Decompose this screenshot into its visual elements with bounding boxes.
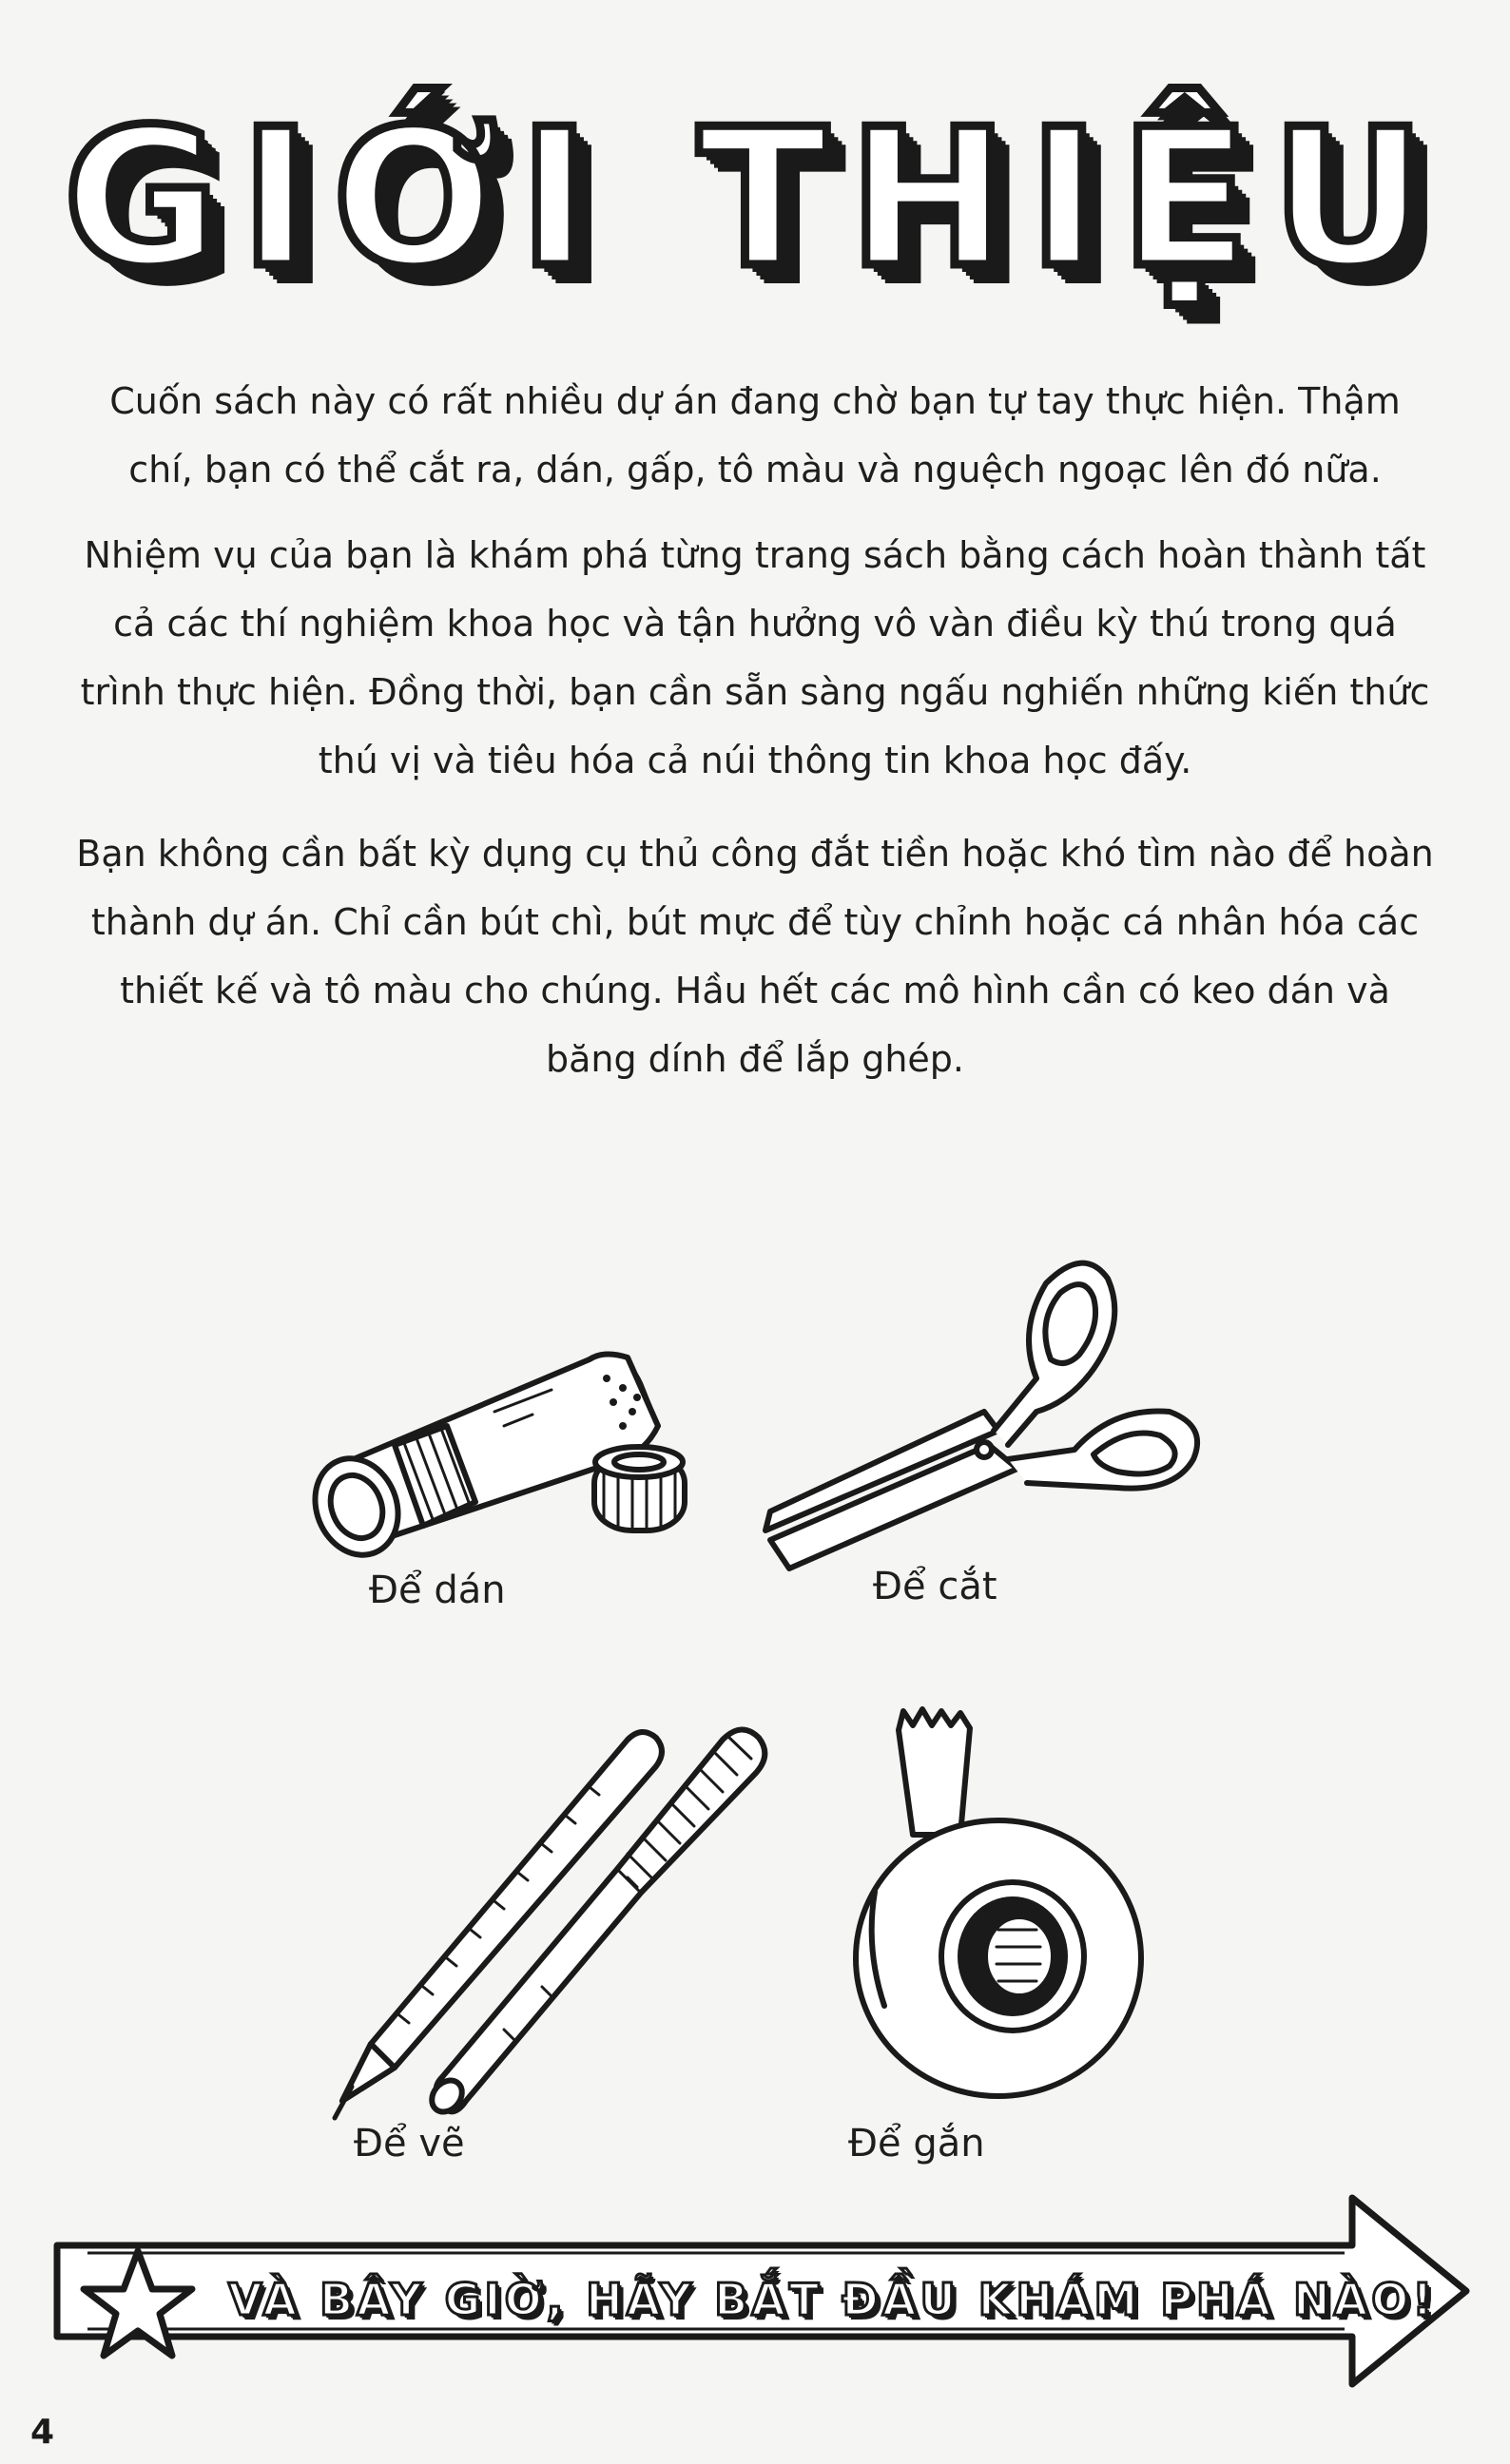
glue-stick-icon <box>304 1321 704 1569</box>
page-number: 4 <box>30 2413 55 2452</box>
glue-caption: Để dán <box>369 1569 506 1612</box>
tape-caption: Để gắn <box>848 2122 985 2166</box>
intro-paragraph-2: Nhiệm vụ của bạn là khám phá từng trang sách bằng cách hoàn thành tất cả các thí nghiệm khoa học và tận hưởng vô vàn điều kỳ thú trong quá trình thực hiện. Đồng thời, bạn cần sẵn sàng ngấu nghiến những kiến thức thú vị và tiêu hóa cả núi thông tin khoa học đấy. <box>80 534 1430 781</box>
scissors-caption: Để cắt <box>873 1565 997 1608</box>
page-title: GIỚI THIỆU <box>63 88 1447 310</box>
tape-roll-icon <box>808 1702 1160 2101</box>
draw-caption: Để vẽ <box>354 2122 465 2166</box>
start-exploring-banner-text: VÀ BÂY GIỜ, HÃY BẮT ĐẦU KHÁM PHÁ NÀO! <box>228 2274 1437 2325</box>
scissors-icon <box>751 1255 1208 1578</box>
intro-paragraph-1: Cuốn sách này có rất nhiều dự án đang chờ bạn tự tay thực hiện. Thậm chí, bạn có thể cắt ra, dán, gấp, tô màu và nguệch ngoạc lên đó nữa. <box>109 380 1401 491</box>
intro-paragraph-3: Bạn không cần bất kỳ dụng cụ thủ công đắt tiền hoặc khó tìm nào để hoàn thành dự án. Chỉ cần bút chì, bút mực để tùy chỉnh hoặc cá nhân hóa các thiết kế và tô màu cho chúng. Hầu hết các mô hình cần có keo dán và băng dính để lắp ghép. <box>76 833 1434 1080</box>
star-icon <box>76 2243 200 2367</box>
pencil-pen-icon <box>314 1702 808 2129</box>
